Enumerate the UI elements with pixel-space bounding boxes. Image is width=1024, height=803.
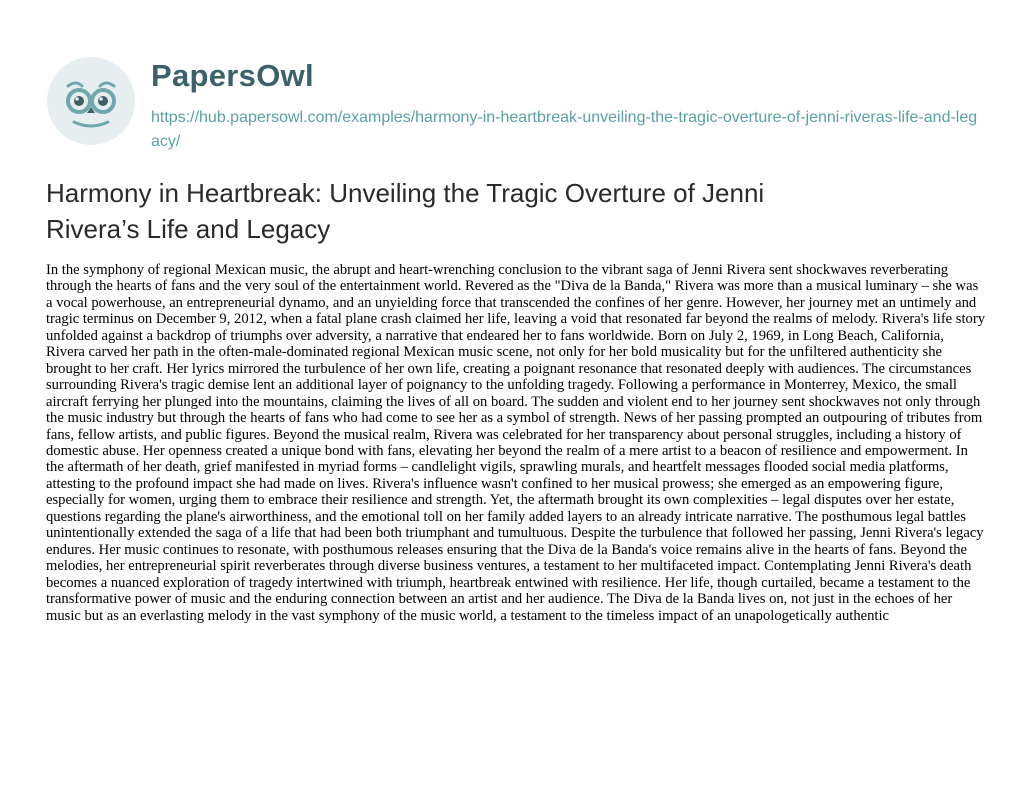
document-title: Harmony in Heartbreak: Unveiling the Tragic Overture of Jenni Rivera’s Life and Legacy: [46, 178, 765, 244]
document-body: In the symphony of regional Mexican music, the abrupt and heart-wrenching conclusion to the vibrant saga of Jenni Rivera sent shockwaves reverberating through the hearts of fans and the very soul of the entertainment world. Revered as the "Diva de la Banda," Rivera was more than a musical luminary – she was a vocal powerhouse, an entrepreneurial dynamo, and an unyielding force that transcended the confines of her genre. However, her journey met an untimely and tragic terminus on December 9, 2012, when a fatal plane crash claimed her life, leaving a void that resonated far beyond the realms of melody. Rivera's life story unfolded against a backdrop of triumphs over adversity, a narrative that endeared her to fans worldwide. Born on July 2, 1969, in Long Beach, California, Rivera carved her path in the often-male-dominated regional Mexican music scene, not only for her bold musicality but for the unfiltered authenticity she brought to her craft. Her lyrics mirrored the turbulence of her own life, creating a poignant resonance that resonated deeply with audiences. The circumstances surrounding Rivera's tragic demise lent an additional layer of poignancy to the unfolding tragedy. Following a performance in Monterrey, Mexico, the small aircraft ferrying her plunged into the mountains, claiming the lives of all on board. The sudden and violent end to her journey sent shockwaves not only through the music industry but through the hearts of fans who had come to see her as a symbol of strength. News of her passing prompted an outpouring of tributes from fans, fellow artists, and public figures. Beyond the musical realm, Rivera was celebrated for her transparency about personal struggles, including a history of domestic abuse. Her openness created a unique bond with fans, elevating her beyond the realm of a mere artist to a beacon of resilience and empowerment. In the aftermath of her death, grief manifested in myriad forms – candlelight vigils, sprawling murals, and heartfelt messages flooded social media platforms, attesting to the profound impact she had made on lives. Rivera's influence wasn't confined to her musical prowess; she emerged as an empowering figure, especially for women, urging them to embrace their resilience and strength. Yet, the aftermath brought its own complexities – legal disputes over her estate, questions regarding the plane's airworthiness, and the emotional toll on her family added layers to an already intricate narrative. The posthumous legal battles unintentionally extended the saga of a life that had been both triumphant and tumultuous. Despite the turbulence that followed her passing, Jenni Rivera's legacy endures. Her music continues to resonate, with posthumous releases ensuring that the Diva de la Banda's voice remains alive in the hearts of fans. Beyond the melodies, her entrepreneurial spirit reverberates through diverse business ventures, a testament to her multifaceted impact. Contemplating Jenni Rivera's death becomes a nuanced exploration of tragedy intertwined with triumph, heartbreak entwined with resilience. Her life, though curtailed, became a testament to the transformative power of music and the enduring connection between an artist and her audience. The Diva de la Banda lives on, not just in the echoes of her music but as an everlasting melody in the vast symphony of the music world, a testament to the timeless impact of an unapologetically authentic: [46, 262, 985, 624]
source-url-link[interactable]: https://hub.papersowl.com/examples/harmony-in-heartbreak-unveiling-the-tragic-overture-of-jenni-riveras-life-and-legacy/: [151, 109, 978, 150]
brand-name: PapersOwl: [151, 58, 314, 93]
page-header: [46, 28, 986, 160]
owl-logo-icon: [46, 56, 136, 146]
